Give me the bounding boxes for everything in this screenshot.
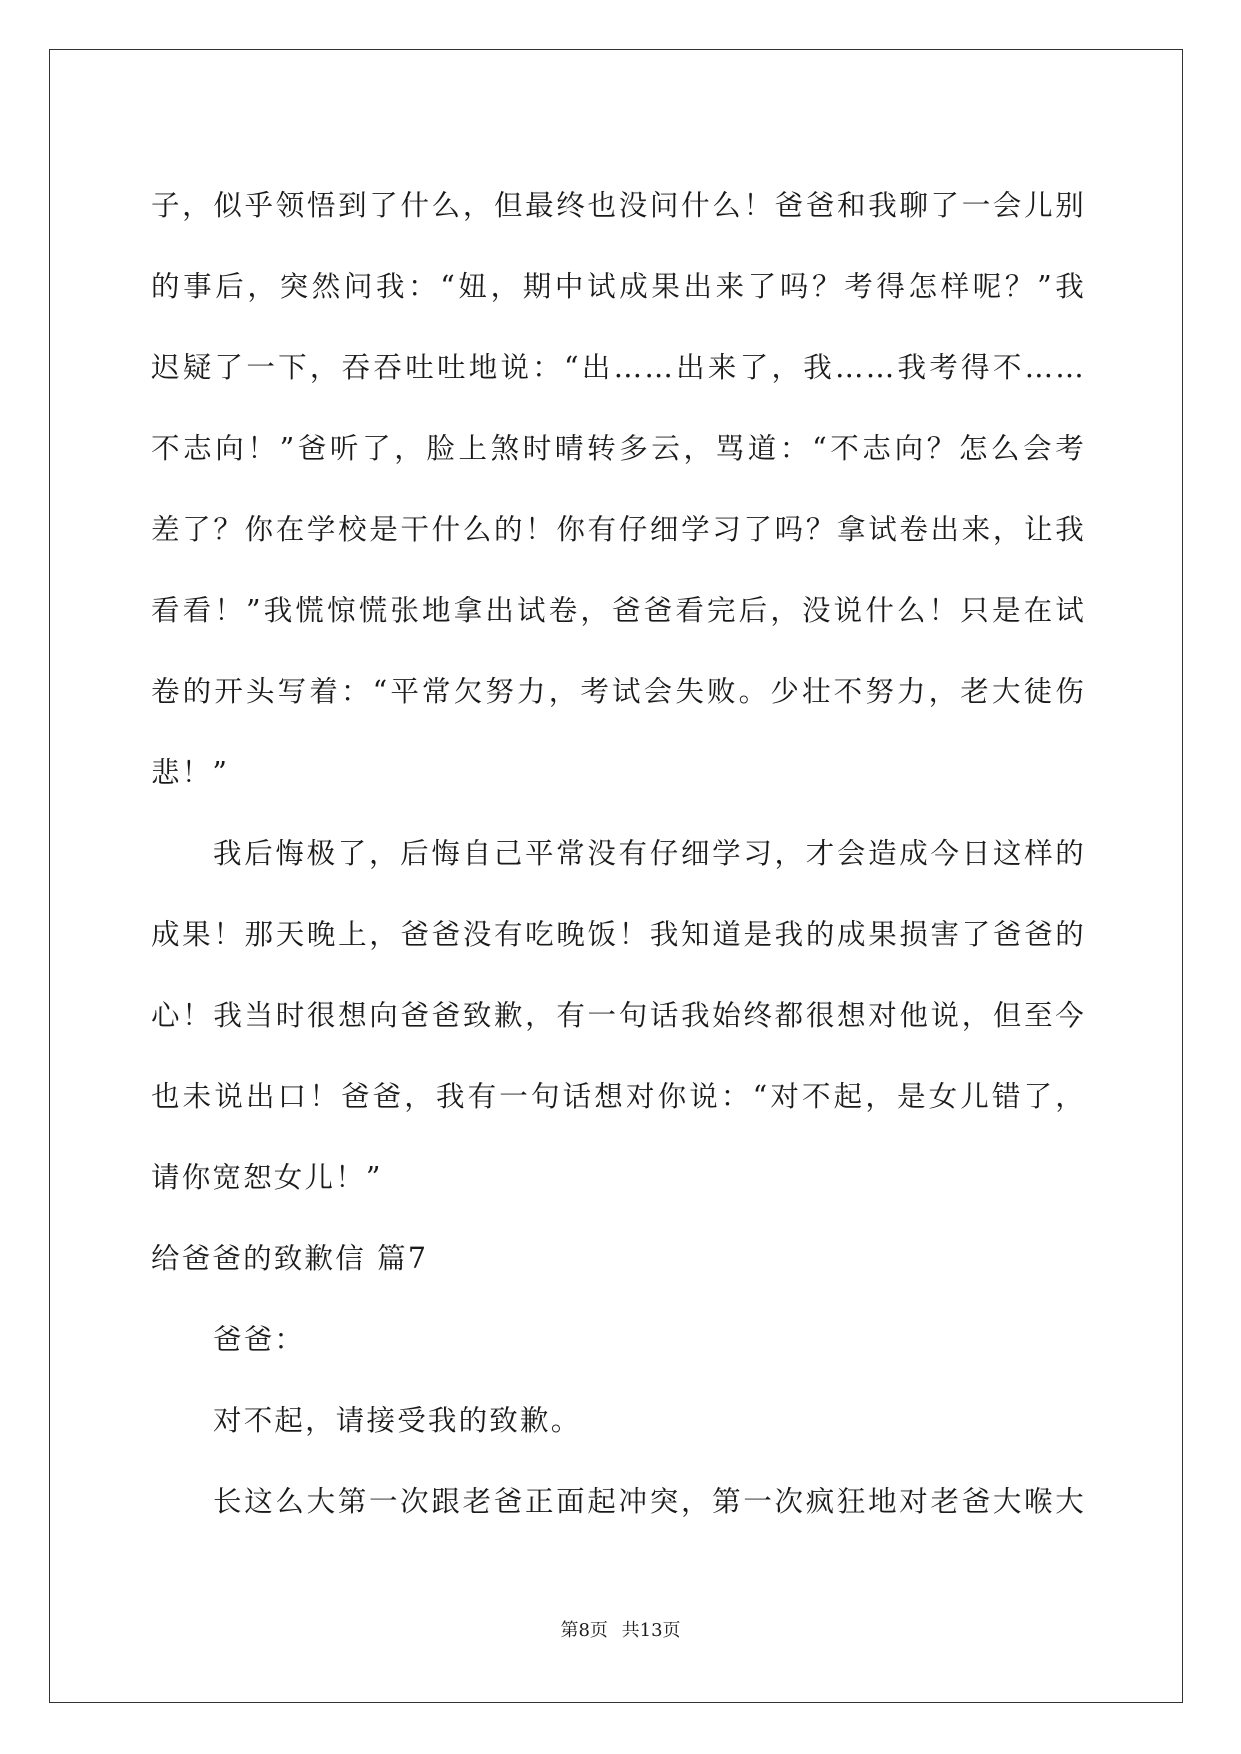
text-line: 悲！” [151,756,230,789]
letter-line-1 [151,1380,1086,1461]
paragraph-1 [151,165,1086,813]
document-body [151,165,1086,1542]
text-line: 的事后，突然问我：“妞，期中试成果出来了吗？考得怎样呢？”我 [151,270,1086,303]
text-line: 差了？你在学校是干什么的！你有仔细学习了吗？拿试卷出来，让我 [151,513,1086,546]
text-line: 心！我当时很想向爸爸致歉，有一句话我始终都很想对他说，但至今 [151,999,1086,1032]
page-number: 第8页 [560,1620,608,1641]
text-line: 卷的开头写着：“平常欠努力，考试会失败。少壮不努力，老大徒伤 [151,675,1086,708]
text-line: 请你宽恕女儿！” [151,1161,383,1194]
text-line: 我后悔极了，后悔自己平常没有仔细学习，才会造成今日这样的 [213,837,1086,870]
page-footer [0,1616,1241,1642]
text-line: 长这么大第一次跟老爸正面起冲突，第一次疯狂地对老爸大喉大 [213,1485,1086,1518]
text-line: 爸爸： [213,1323,306,1356]
letter-line-2 [151,1461,1086,1542]
text-line: 不志向！”爸听了，脸上煞时晴转多云，骂道：“不志向？怎么会考 [151,432,1086,465]
text-line: 对不起，请接受我的致歉。 [213,1404,582,1437]
text-line: 迟疑了一下，吞吞吐吐地说：“出……出来了，我……我考得不…… [151,351,1086,384]
text-line: 成果！那天晚上，爸爸没有吃晚饭！我知道是我的成果损害了爸爸的 [151,918,1086,951]
text-line: 看看！”我慌惊慌张地拿出试卷，爸爸看完后，没说什么！只是在试 [151,594,1086,627]
text-line: 子，似乎领悟到了什么，但最终也没问什么！爸爸和我聊了一会儿别 [151,189,1086,222]
paragraph-2 [151,813,1086,1218]
text-line: 也未说出口！爸爸，我有一句话想对你说：“对不起，是女儿错了， [151,1080,1086,1113]
letter-salutation [151,1299,1086,1380]
section-title: 给爸爸的致歉信 篇7 [151,1242,429,1275]
page-total: 共13页 [621,1620,681,1641]
